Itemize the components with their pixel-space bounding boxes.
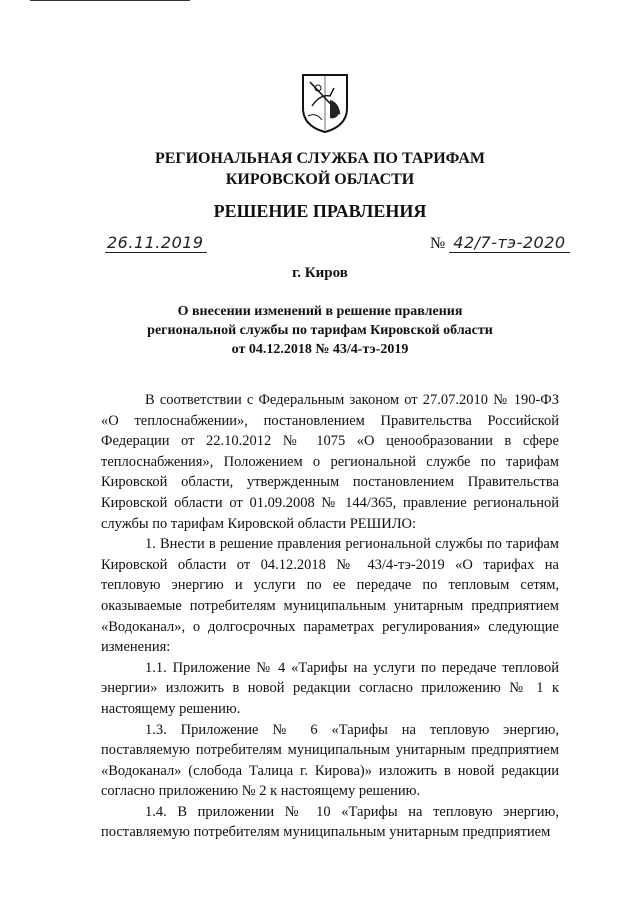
paragraph-preamble: В соответствии с Федеральным законом от 27.07.2010 № 190-ФЗ «О теплоснабжении», постановлением Правительства Российской Федерации от 22.10.2012 № 1075 «О ценообразовании в сфере теплоснабжения», Положением о региональной службе по тарифам Кировской области, утвержденным постановлением Правительства Кировской области от 01.09.2008 № 144/365, правление региональной службы по тарифам Кировской области РЕШИЛО: [101,392,559,532]
document-type: РЕШЕНИЕ ПРАВЛЕНИЯ [213,201,427,221]
number-value: 42/7-тэ-2020 [449,233,569,253]
organization-name: РЕГИОНАЛЬНАЯ СЛУЖБА ПО ТАРИФАМ КИРОВСКОЙ ОБЛАСТИ [154,150,486,188]
paragraph-1-4: 1.4. В приложении № 10 «Тарифы на тепловую энергию, поставляемую потребителям муниципальным унитарным предприятием [101,803,559,841]
document-date: 26.11.2019 [105,233,207,253]
paragraph-1: 1. Внести в решение правления региональной службы по тарифам Кировской области от 04.12.2018 № 43/4-тэ-2019 «О тарифах на тепловую энергию и услуги по ее передаче по тепловым сетям, оказываемые потребителям муниципальным унитарным предприятием «Водоканал», о долгосрочных параметрах регулирования» следующие изменения: [101,536,559,656]
paragraph-1-3: 1.3. Приложение № 6 «Тарифы на тепловую энергию, поставляемую потребителям муниципальным унитарным предприятием «Водоканал» (слобода Талица г. Кирова)» изложить в новой редакции согласно приложению № 2 к настоящему решению. [101,721,559,800]
city: г. Киров [292,265,348,281]
document-subject: О внесении изменений в решение правления региональной службы по тарифам Кировской области от 04.12.2018 № 43/4-тэ-2019 [147,304,493,357]
document-number [430,233,570,253]
paragraph-1-1: 1.1. Приложение № 4 «Тарифы на услуги по передаче тепловой энергии» изложить в новой редакции согласно приложению № 1 к настоящему решению. [101,659,559,717]
number-prefix: № [430,235,446,252]
kirov-coat-of-arms-icon [300,72,350,134]
top-rule [30,0,190,1]
document-body [101,390,559,843]
